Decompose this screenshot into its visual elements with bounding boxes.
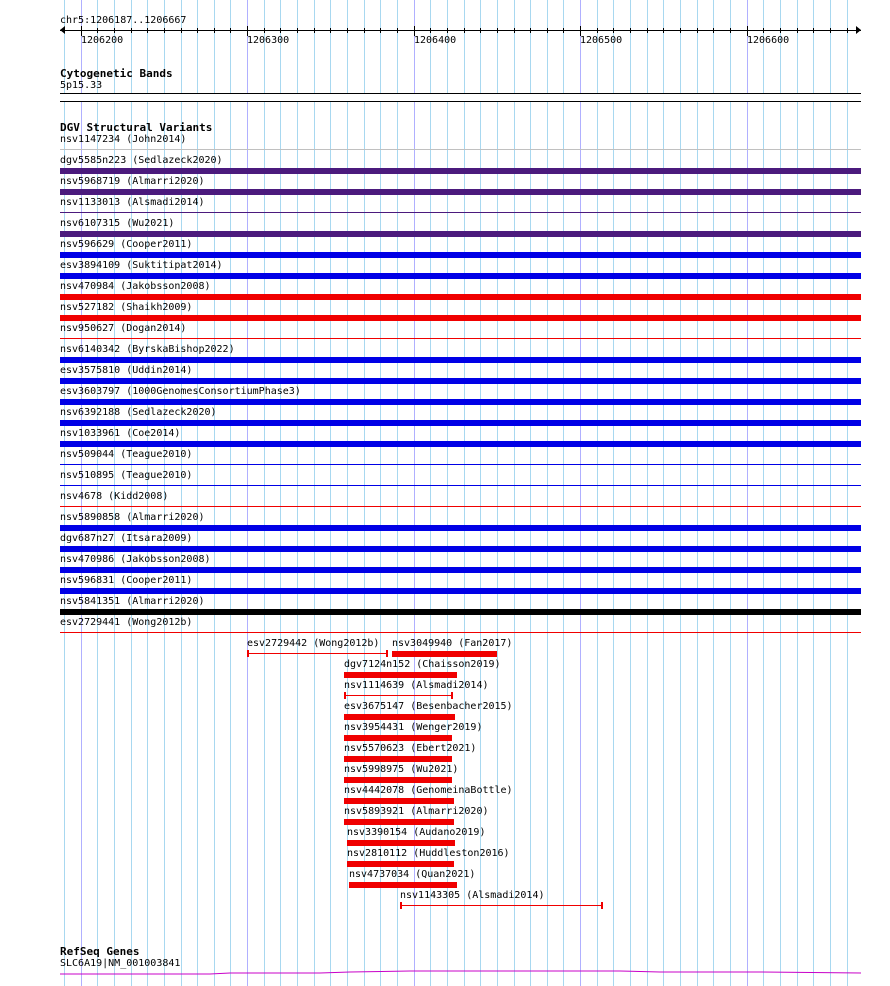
ruler-tick [114,28,115,33]
dgv-variant-bar[interactable] [60,338,861,339]
dgv-variant-label[interactable]: nsv6107315 (Wu2021) [60,218,175,229]
ruler-tick-label: 1206500 [580,35,623,46]
dgv-variant-bar[interactable] [60,168,861,174]
grid-line-minor [230,0,231,986]
ruler-tick [713,28,714,33]
dgv-variant-label[interactable]: dgv5585n223 (Sedlazeck2020) [60,155,223,166]
grid-line-minor [797,0,798,986]
ruler-tick [697,28,698,33]
dgv-variant-bar[interactable] [344,777,452,783]
dgv-variant-bar[interactable] [60,378,861,384]
grid-line-minor [314,0,315,986]
refseq-track-title: RefSeq Genes [60,945,140,958]
dgv-variant-label[interactable]: esv3603797 (1000GenomesConsortiumPhase3) [60,386,301,397]
grid-line-minor [214,0,215,986]
ruler-tick [380,28,381,33]
ruler-tick-label: 1206300 [247,35,290,46]
ruler-tick [847,28,848,33]
grid-line-minor [497,0,498,986]
ruler-tick [780,28,781,33]
dgv-variant-bar[interactable] [60,420,861,426]
dgv-variant-bar[interactable] [60,632,861,633]
ruler-tick [264,28,265,33]
ruler-tick [813,28,814,33]
ruler-tick [447,28,448,33]
dgv-variant-bar[interactable] [349,882,457,888]
ruler-tick [680,28,681,33]
dgv-variant-bar[interactable] [60,588,861,594]
dgv-variant-label[interactable]: nsv950627 (Dogan2014) [60,323,187,334]
ruler-tick [630,28,631,33]
grid-line-minor [514,0,515,986]
grid-line-minor [330,0,331,986]
grid-line-minor [197,0,198,986]
dgv-variant-label[interactable]: nsv3954431 (Wenger2019) [344,722,483,733]
dgv-variant-bar[interactable] [60,506,861,507]
ruler-tick-label: 1206200 [81,35,124,46]
ruler-tick [314,28,315,33]
ruler-tick [613,28,614,33]
dgv-variant-label[interactable]: nsv470986 (Jakobsson2008) [60,554,211,565]
dgv-variant-bar[interactable] [60,189,861,195]
dgv-variant-label[interactable]: nsv3390154 (Audano2019) [347,827,486,838]
grid-line-minor [297,0,298,986]
ruler-tick-label: 1206600 [747,35,790,46]
ruler-tick [280,28,281,33]
ruler-tick [214,28,215,33]
dgv-variant-label[interactable]: nsv510895 (Teague2010) [60,470,193,481]
dgv-variant-label[interactable]: nsv1143305 (Alsmadi2014) [400,890,545,901]
ruler-tick [530,28,531,33]
ruler-tick [547,28,548,33]
dgv-variant-label[interactable]: dgv687n27 (Itsara2009) [60,533,193,544]
dgv-variant-bar[interactable] [60,399,861,405]
grid-line-minor [830,0,831,986]
ruler-tick [97,28,98,33]
grid-line-minor [181,0,182,986]
dgv-variant-label[interactable]: nsv1114639 (Alsmadi2014) [344,680,489,691]
refseq-gene-line[interactable] [60,966,861,978]
ruler-tick [64,28,65,33]
grid-line-minor [264,0,265,986]
ruler-tick [347,28,348,33]
dgv-variant-label[interactable]: nsv596629 (Cooper2011) [60,239,193,250]
dgv-variant-bar[interactable] [60,212,861,213]
ruler-tick [364,28,365,33]
cytoband-track-title: Cytogenetic Bands [60,67,173,80]
dgv-variant-label[interactable]: dgv7124n152 (Chaisson2019) [344,659,501,670]
grid-line-major [747,0,748,986]
grid-line-minor [663,0,664,986]
grid-line-major [247,0,248,986]
dgv-variant-bar[interactable] [344,672,457,678]
ruler-tick [164,28,165,33]
dgv-variant-label[interactable]: esv3894109 (Suktitipat2014) [60,260,223,271]
grid-line-minor [530,0,531,986]
dgv-variant-bar[interactable] [60,546,861,552]
grid-line-minor [680,0,681,986]
ruler-tick [480,28,481,33]
dgv-track-title: DGV Structural Variants [60,121,213,134]
dgv-variant-bar[interactable] [347,840,455,846]
dgv-variant-bar[interactable] [60,149,861,150]
ruler-tick [131,28,132,33]
dgv-variant-bar[interactable] [344,735,452,741]
dgv-variant-bar[interactable] [60,231,861,237]
dgv-variant-bar[interactable] [60,567,861,573]
ruler-arrow-right-icon [856,26,861,34]
dgv-variant-label[interactable]: nsv4737034 (Quan2021) [349,869,476,880]
dgv-variant-bar[interactable] [247,653,387,654]
grid-line-minor [280,0,281,986]
dgv-variant-label[interactable]: nsv6140342 (ByrskaBishop2022) [60,344,235,355]
ruler-tick [497,28,498,33]
dgv-variant-bar[interactable] [344,714,455,720]
ruler-tick [297,28,298,33]
ruler-tick [730,28,731,33]
cytoband-label: 5p15.33 [60,80,103,91]
dgv-variant-bar[interactable] [392,651,497,657]
grid-line-minor [763,0,764,986]
grid-line-major [580,0,581,986]
dgv-variant-bar[interactable] [60,525,861,531]
ruler-tick [181,28,182,33]
grid-line-minor [813,0,814,986]
ruler-tick [147,28,148,33]
ruler-tick [830,28,831,33]
dgv-variant-label[interactable]: nsv470984 (Jakobsson2008) [60,281,211,292]
dgv-variant-bar[interactable] [344,695,452,696]
dgv-variant-label[interactable]: nsv4678 (Kidd2008) [60,491,169,502]
dgv-variant-label[interactable]: nsv1033961 (Coe2014) [60,428,181,439]
ruler-tick [397,28,398,33]
dgv-variant-bar[interactable] [60,485,861,486]
ruler-tick [430,28,431,33]
dgv-variant-label[interactable]: nsv5893921 (Almarri2020) [344,806,489,817]
dgv-variant-label[interactable]: nsv3049940 (Fan2017) [392,638,513,649]
dgv-variant-label[interactable]: nsv1133013 (Alsmadi2014) [60,197,205,208]
dgv-variant-label[interactable]: nsv509044 (Teague2010) [60,449,193,460]
grid-line-minor [613,0,614,986]
dgv-variant-label[interactable]: nsv2810112 (Huddleston2016) [347,848,510,859]
ruler-tick [197,28,198,33]
grid-line-minor [730,0,731,986]
dgv-variant-bar[interactable] [400,905,602,906]
dgv-variant-label[interactable]: nsv5570623 (Ebert2021) [344,743,477,754]
grid-line-minor [847,0,848,986]
dgv-variant-bar[interactable] [344,819,454,825]
refseq-gene-label[interactable]: SLC6A19|NM_001003841 [60,958,181,969]
dgv-variant-bar[interactable] [60,357,861,363]
dgv-variant-label[interactable]: nsv5968719 (Almarri2020) [60,176,205,187]
ruler-tick [464,28,465,33]
cytoband-box [60,93,861,102]
ruler-tick [797,28,798,33]
dgv-variant-bar[interactable] [60,252,861,258]
dgv-variant-bar[interactable] [344,756,452,762]
dgv-variant-label[interactable]: nsv5841351 (Almarri2020) [60,596,205,607]
dgv-variant-bar[interactable] [347,861,454,867]
dgv-variant-bar[interactable] [60,464,861,465]
ruler-tick [230,28,231,33]
grid-line-minor [547,0,548,986]
dgv-variant-label[interactable]: nsv6392188 (Sedlazeck2020) [60,407,217,418]
grid-line-minor [563,0,564,986]
dgv-variant-bar[interactable] [60,294,861,300]
ruler-tick [663,28,664,33]
grid-line-minor [780,0,781,986]
dgv-variant-bar[interactable] [60,441,861,447]
dgv-variant-label[interactable]: nsv4442078 (GenomeinaBottle) [344,785,513,796]
grid-line-minor [697,0,698,986]
ruler-tick [514,28,515,33]
dgv-variant-label[interactable]: nsv1147234 (John2014) [60,134,187,145]
dgv-variant-label[interactable]: nsv596831 (Cooper2011) [60,575,193,586]
ruler-tick [763,28,764,33]
dgv-variant-label[interactable]: esv3575810 (Uddin2014) [60,365,193,376]
ruler-tick [563,28,564,33]
ruler-tick [330,28,331,33]
grid-line-minor [597,0,598,986]
ruler-tick-label: 1206400 [414,35,457,46]
ruler-tick [647,28,648,33]
ruler-tick [597,28,598,33]
grid-line-minor [713,0,714,986]
dgv-variant-bar[interactable] [60,273,861,279]
dgv-variant-label[interactable]: nsv527182 (Shaikh2009) [60,302,193,313]
grid-line-minor [630,0,631,986]
ruler-title: chr5:1206187..1206667 [60,15,187,26]
grid-line-minor [647,0,648,986]
dgv-variant-label[interactable]: nsv5890858 (Almarri2020) [60,512,205,523]
dgv-variant-label[interactable]: esv3675147 (Besenbacher2015) [344,701,513,712]
dgv-variant-bar[interactable] [344,798,454,804]
dgv-variant-label[interactable]: esv2729441 (Wong2012b) [60,617,193,628]
dgv-variant-label[interactable]: nsv5998975 (Wu2021) [344,764,459,775]
dgv-variant-bar[interactable] [60,609,861,615]
dgv-variant-label[interactable]: esv2729442 (Wong2012b) [247,638,380,649]
dgv-variant-bar[interactable] [60,315,861,321]
